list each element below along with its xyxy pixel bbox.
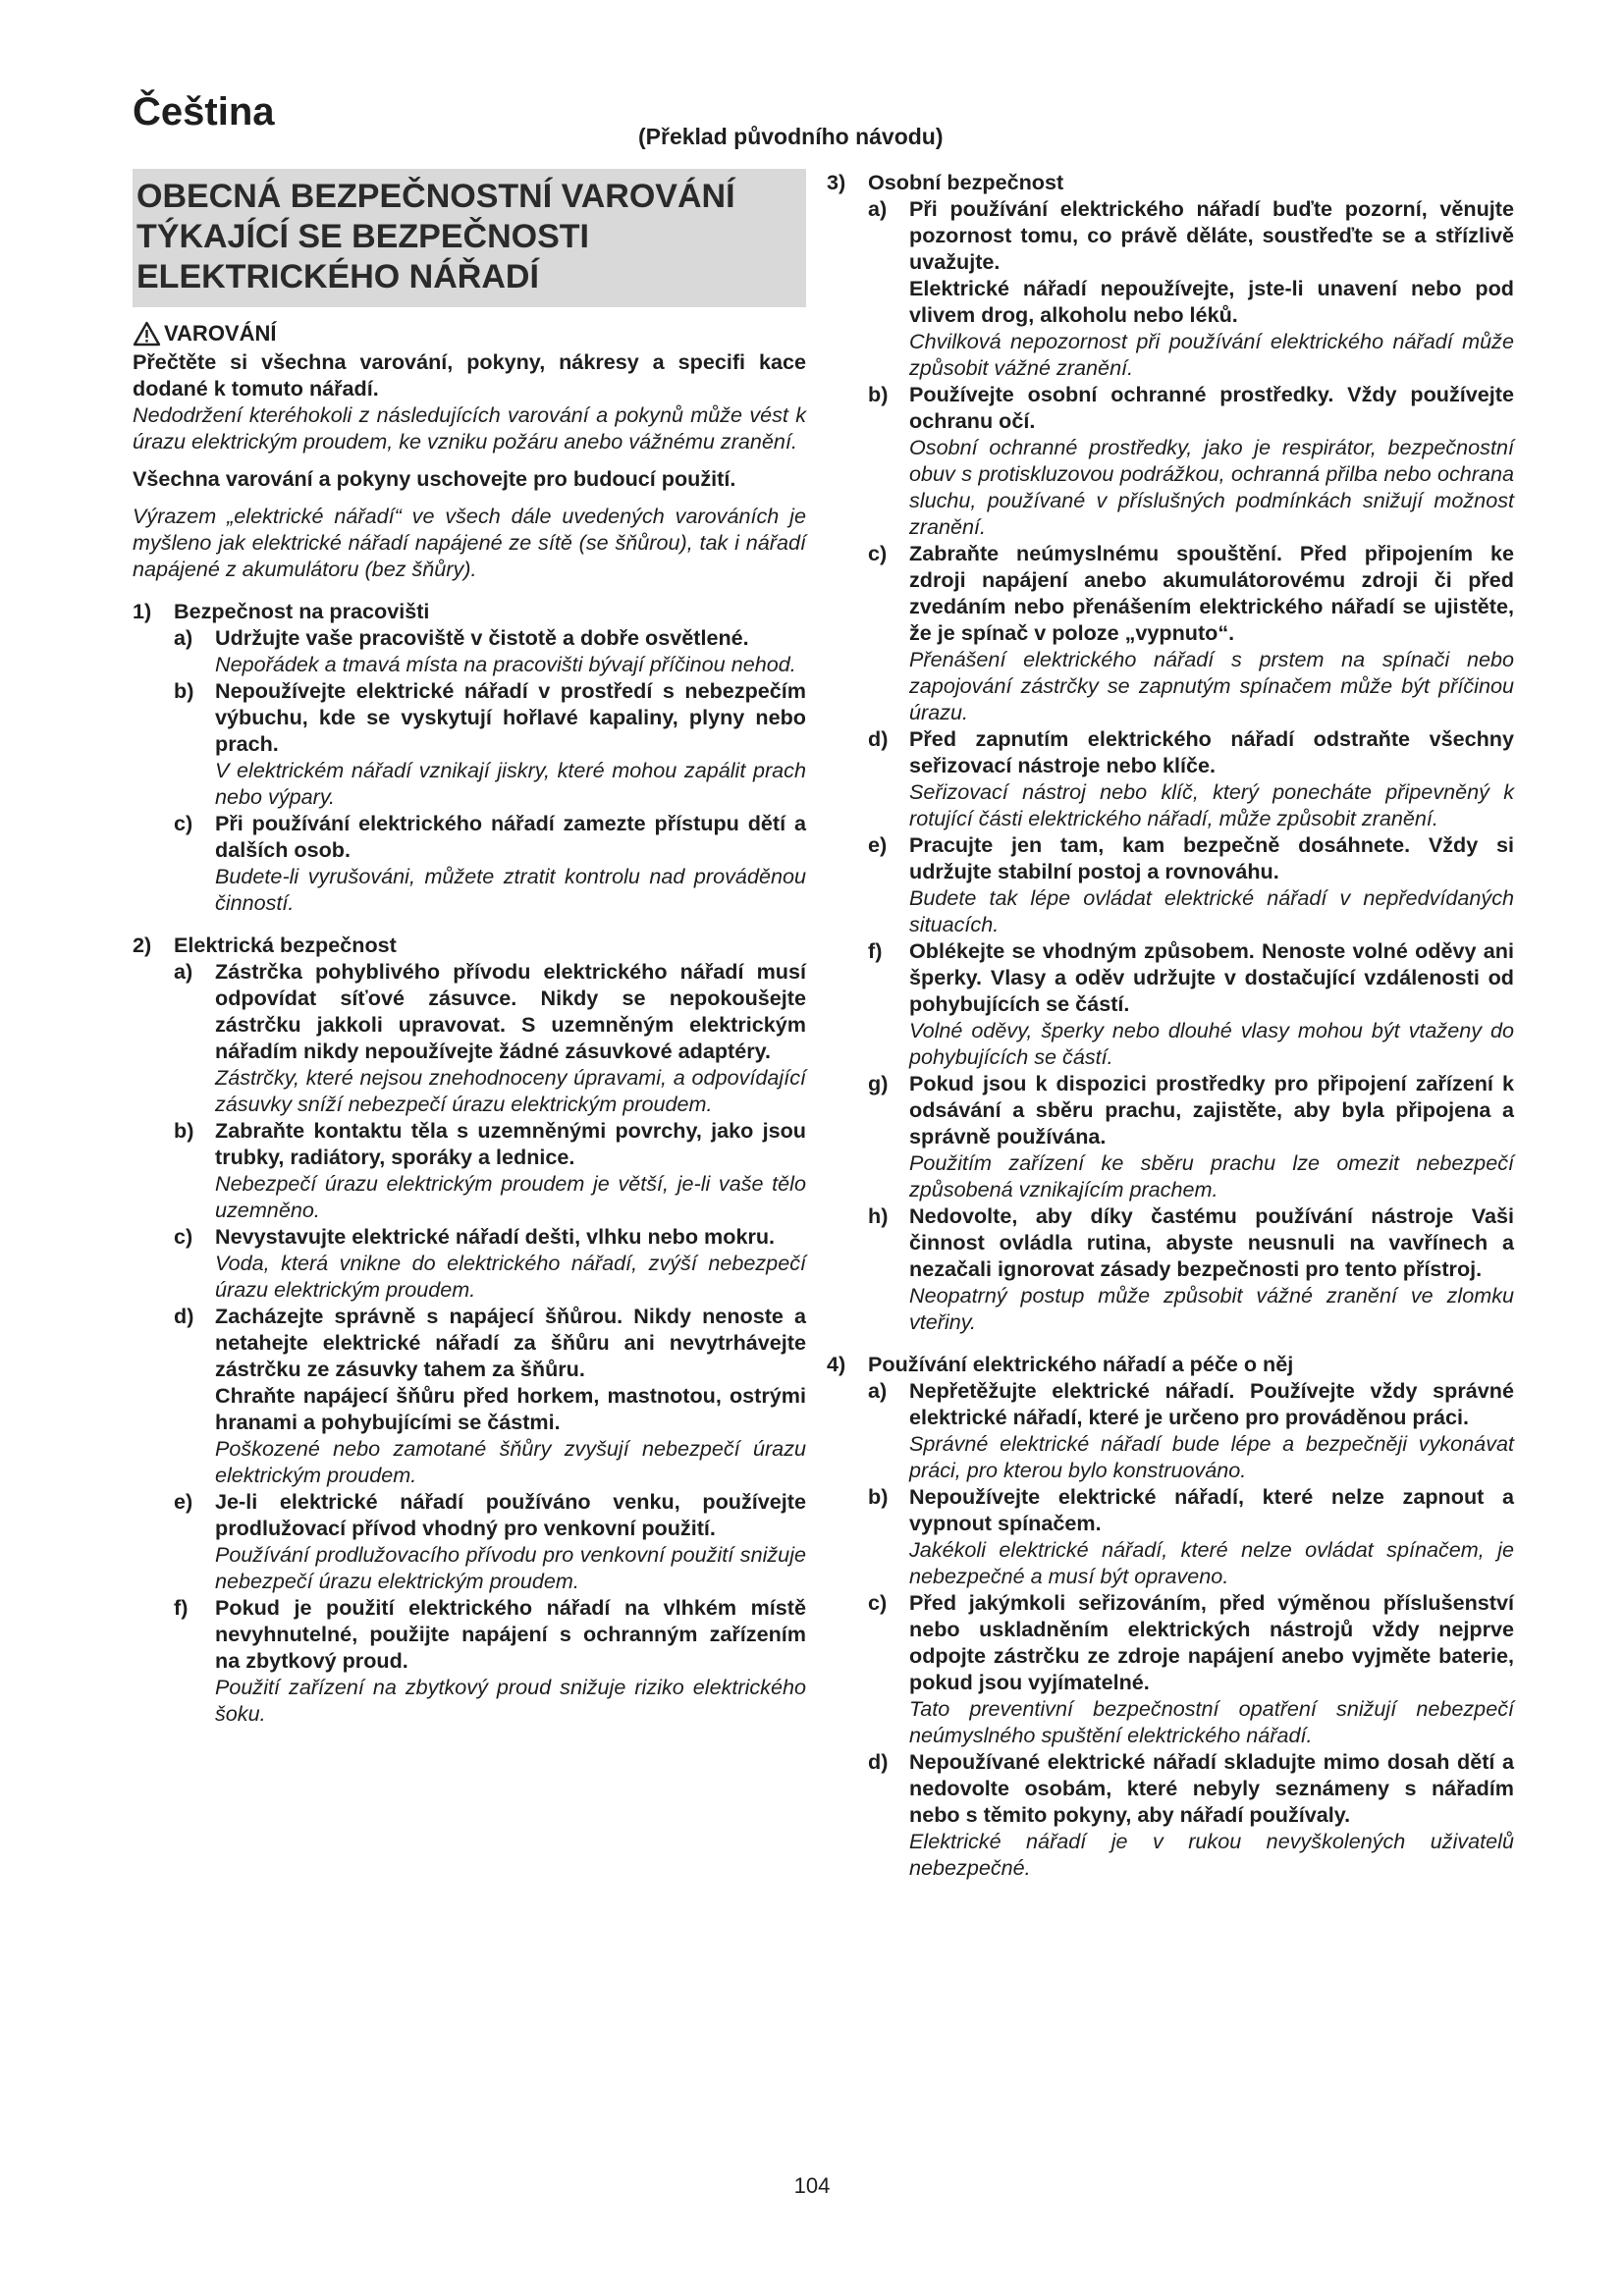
- general-safety-title-box: [133, 169, 806, 307]
- item-letter: e): [174, 1489, 193, 1514]
- item-instruction: Nedovolte, aby díky častému používání nástroje Vaši činnost ovládla rutina, abyste neusnuli na vavřínech a nezačali ignorovat zásady bezpečnosti pro tento přístroj.: [909, 1203, 1514, 1281]
- item-explanation: Volné oděvy, šperky nebo dlouhé vlasy mohou být vtaženy do pohybujících se částí.: [909, 1018, 1514, 1069]
- warning-heading: [133, 320, 806, 347]
- item-explanation: Použití zařízení na zbytkový proud snižuje riziko elektrického šoku.: [215, 1675, 806, 1726]
- safety-item: [174, 1594, 806, 1727]
- item-explanation: Používání prodlužovacího přívodu pro venkovní použití snižuje nebezpečí úrazu elektrickým proudem.: [215, 1542, 806, 1593]
- item-letter: c): [868, 541, 888, 565]
- safety-item: [868, 540, 1514, 725]
- safety-item: [174, 624, 806, 677]
- left-column: [133, 169, 806, 1727]
- section-tool-use-and-care: [827, 1351, 1514, 1881]
- item-letter: a): [868, 1378, 888, 1403]
- item-instruction: Je-li elektrické nářadí používáno venku, používejte prodlužovací přívod vhodný pro venkovní použití.: [215, 1489, 806, 1540]
- item-explanation: Nebezpečí úrazu elektrickým proudem je větší, je-li vaše tělo uzemněno.: [215, 1171, 806, 1222]
- item-instruction: Udržujte vaše pracoviště v čistotě a dobře osvětlené.: [215, 625, 749, 650]
- item-explanation: Chvilková nepozornost při používání elektrického nářadí může způsobit vážné zranění.: [909, 329, 1514, 380]
- item-instruction: Při používání elektrického nářadí buďte pozorní, věnujte pozornost tomu, co právě děláte, soustřeďte se a střízlivě uvažujte.: [909, 196, 1514, 274]
- item-explanation: Budete-li vyrušováni, můžete ztratit kontrolu nad prováděnou činností.: [215, 864, 806, 915]
- item-explanation: Zástrčky, které nejsou znehodnoceny úpravami, a odpovídající zásuvky sníží nebezpečí úrazu elektrickým proudem.: [215, 1065, 806, 1116]
- safety-item: [174, 1117, 806, 1223]
- item-instruction: Zacházejte správně s napájecí šňůrou. Nikdy nenoste a netahejte elektrické nářadí za šňůru ani nevytrhávejte zástrčku ze zásuvky tahem za šňůru.: [215, 1304, 806, 1381]
- item-letter: b): [174, 678, 194, 703]
- item-instruction: Před jakýmkoli seřizováním, před výměnou příslušenství nebo uskladněním elektrických nástrojů vždy nejprve odpojte zástrčku ze zdroje napájení anebo vyjměte baterie, pokud jsou vyjímatelné.: [909, 1590, 1514, 1694]
- item-instruction: Nepoužívejte elektrické nářadí v prostředí s nebezpečím výbuchu, kde se vyskytují hořlavé kapaliny, plyny nebo prach.: [215, 678, 806, 756]
- item-instruction: Nepřetěžujte elektrické nářadí. Používejte vždy správné elektrické nářadí, které je určeno pro prováděnou práci.: [909, 1378, 1514, 1429]
- item-letter: a): [868, 196, 888, 221]
- item-letter: a): [174, 959, 193, 984]
- title-line: TÝKAJÍCÍ SE BEZPEČNOSTI: [136, 218, 589, 255]
- safety-item: [174, 1303, 806, 1488]
- item-explanation: V elektrickém nářadí vznikají jiskry, které mohou zapálit prach nebo výpary.: [215, 758, 806, 809]
- title-line: ELEKTRICKÉHO NÁŘADÍ: [136, 258, 539, 295]
- item-explanation: Použitím zařízení ke sběru prachu lze omezit nebezpečí způsobená vznikajícím prachem.: [909, 1150, 1514, 1201]
- section-title: Používání elektrického nářadí a péče o něj: [868, 1352, 1294, 1376]
- safety-item: [174, 677, 806, 810]
- warning-label: VAROVÁNÍ: [164, 321, 277, 346]
- item-instruction: Nepoužívejte elektrické nářadí, které nelze zapnout a vypnout spínačem.: [909, 1484, 1514, 1535]
- section-personal-safety: [827, 169, 1514, 1335]
- item-letter: g): [868, 1071, 889, 1095]
- item-letter: c): [174, 811, 193, 835]
- item-instruction: Zabraňte kontaktu těla s uzemněnými povrchy, jako jsou trubky, radiátory, sporáky a lednice.: [215, 1118, 806, 1169]
- keep-instructions-note: Všechna varování a pokyny uschovejte pro budoucí použití.: [133, 466, 736, 491]
- safety-item: [868, 381, 1514, 540]
- warning-intro: Přečtěte si všechna varování, pokyny, nákresy a specifi kace dodané k tomuto nářadí.: [133, 349, 806, 400]
- item-instruction: Oblékejte se vhodným způsobem. Nenoste volné oděvy ani šperky. Vlasy a oděv udržujte v dostačující vzdálenosti od pohybujících se částí.: [909, 938, 1514, 1016]
- warning-consequence: Nedodržení kteréhokoli z následujících varování a pokynů může vést k úrazu elektrickým proudem, ke vzniku požáru anebo vážnému zranění.: [133, 402, 806, 454]
- item-explanation: Jakékoli elektrické nářadí, které nelze ovládat spínačem, je nebezpečné a musí být opraveno.: [909, 1537, 1514, 1588]
- item-instruction-extra: Chraňte napájecí šňůru před horkem, mastnotou, ostrými hranami a pohybujícími se částmi.: [215, 1383, 806, 1434]
- safety-item: [868, 195, 1514, 381]
- item-letter: h): [868, 1203, 889, 1228]
- warning-triangle-icon: [133, 321, 161, 347]
- item-letter: c): [868, 1590, 888, 1615]
- translation-note: (Překlad původního návodu): [638, 124, 944, 149]
- safety-item: [868, 1748, 1514, 1881]
- section-electrical-safety: [133, 932, 806, 1727]
- item-letter: f): [174, 1595, 189, 1620]
- safety-item: [868, 1483, 1514, 1589]
- item-letter: e): [868, 832, 888, 857]
- section-number: 4): [827, 1352, 846, 1376]
- item-instruction: Při používání elektrického nářadí zamezte přístupu dětí a dalších osob.: [215, 811, 806, 862]
- safety-item: [174, 1488, 806, 1594]
- item-instruction: Nevystavujte elektrické nářadí dešti, vlhku nebo mokru.: [215, 1224, 776, 1249]
- item-instruction: Pracujte jen tam, kam bezpečně dosáhnete. Vždy si udržujte stabilní postoj a rovnováhu.: [909, 832, 1514, 883]
- safety-item: [868, 1377, 1514, 1483]
- safety-item: [868, 1070, 1514, 1202]
- section-title: Osobní bezpečnost: [868, 170, 1064, 194]
- item-explanation: Seřizovací nástroj nebo klíč, který ponecháte připevněný k rotující části elektrického nářadí, může způsobit zranění.: [909, 779, 1514, 830]
- item-explanation: Poškozené nebo zamotané šňůry zvyšují nebezpečí úrazu elektrickým proudem.: [215, 1436, 806, 1487]
- item-explanation: Neopatrný postup může způsobit vážné zranění ve zlomku vteřiny.: [909, 1283, 1514, 1334]
- item-letter: b): [174, 1118, 194, 1143]
- safety-item: [174, 810, 806, 916]
- item-letter: c): [174, 1224, 193, 1249]
- item-instruction: Před zapnutím elektrického nářadí odstraňte všechny seřizovací nástroje nebo klíče.: [909, 726, 1514, 777]
- section-heading: [827, 169, 1514, 195]
- right-column: [827, 169, 1514, 1881]
- item-instruction: Pokud je použití elektrického nářadí na vlhkém místě nevyhnutelné, použijte napájení s ochranným zařízením na zbytkový proud.: [215, 1595, 806, 1673]
- section-work-area: [133, 598, 806, 916]
- item-explanation: Správné elektrické nářadí bude lépe a bezpečněji vykonávat práci, pro kterou bylo konstruováno.: [909, 1431, 1514, 1482]
- section-title: Bezpečnost na pracovišti: [174, 599, 430, 623]
- safety-item: [174, 958, 806, 1117]
- item-instruction: Zástrčka pohyblivého přívodu elektrického nářadí musí odpovídat síťové zásuvce. Nikdy se nepokoušejte zástrčku jakkoli upravovat. S uzemněným elektrickým nářadím nikdy nepoužívejte žádné zásuvkové adaptéry.: [215, 959, 806, 1063]
- item-explanation: Tato preventivní bezpečnostní opatření snižují nebezpečí neúmyslného spuštění elektrického nářadí.: [909, 1696, 1514, 1747]
- item-letter: b): [868, 1484, 889, 1509]
- item-explanation: Voda, která vnikne do elektrického nářadí, zvýší nebezpečí úrazu elektrickým proudem.: [215, 1251, 806, 1302]
- item-instruction: Používejte osobní ochranné prostředky. Vždy používejte ochranu očí.: [909, 382, 1514, 433]
- item-explanation: Elektrické nářadí je v rukou nevyškolených uživatelů nebezpečné.: [909, 1829, 1514, 1880]
- safety-item: [868, 937, 1514, 1070]
- item-explanation: Budete tak lépe ovládat elektrické nářadí v nepředvídaných situacích.: [909, 885, 1514, 936]
- section-heading: [827, 1351, 1514, 1377]
- safety-item: [868, 725, 1514, 831]
- item-instruction: Pokud jsou k dispozici prostředky pro připojení zařízení k odsávání a sběru prachu, zajistěte, aby byla připojena a správně používána.: [909, 1071, 1514, 1148]
- section-number: 1): [133, 599, 152, 623]
- safety-item: [868, 1202, 1514, 1335]
- item-instruction: Nepoužívané elektrické nářadí skladujte mimo dosah dětí a nedovolte osobám, které nebyly seznámeny s nářadím nebo s těmito pokyny, aby nářadí používaly.: [909, 1749, 1514, 1827]
- item-letter: b): [868, 382, 889, 406]
- section-heading: [133, 598, 806, 624]
- section-title: Elektrická bezpečnost: [174, 933, 397, 957]
- safety-item: [174, 1223, 806, 1303]
- item-letter: d): [174, 1304, 194, 1328]
- section-number: 2): [133, 933, 152, 957]
- title-line: OBECNÁ BEZPEČNOSTNÍ VAROVÁNÍ: [136, 178, 735, 215]
- item-explanation: Nepořádek a tmavá místa na pracovišti bývají příčinou nehod.: [215, 652, 796, 676]
- power-tool-definition: Výrazem „elektrické nářadí“ ve všech dále uvedených varováních je myšleno jak elektrické nářadí napájené ze sítě (se šňůrou), tak i nářadí napájené z akumulátoru (bez šňůry).: [133, 504, 806, 581]
- section-number: 3): [827, 170, 846, 194]
- item-letter: f): [868, 938, 883, 963]
- language-heading: Čeština: [133, 90, 275, 133]
- item-letter: d): [868, 726, 889, 751]
- section-heading: [133, 932, 806, 958]
- item-instruction: Zabraňte neúmyslnému spouštění. Před připojením ke zdroji napájení anebo akumulátorovému zdroji či před zvedáním nebo přenášením elektrického nářadí se ujistěte, že je spínač v poloze „vypnuto“.: [909, 541, 1514, 645]
- safety-item: [868, 831, 1514, 937]
- item-explanation: Přenášení elektrického nářadí s prstem na spínači nebo zapojování zástrčky se zapnutým spínačem může být příčinou úrazu.: [909, 647, 1514, 724]
- item-instruction-extra: Elektrické nářadí nepoužívejte, jste-li unavení nebo pod vlivem drog, alkoholu nebo léků.: [909, 276, 1514, 327]
- item-explanation: Osobní ochranné prostředky, jako je respirátor, bezpečnostní obuv s protiskluzovou podrážkou, ochranná přilba nebo ochrana sluchu, používané v příslušných podmínkách snižují možnost zranění.: [909, 435, 1514, 539]
- item-letter: d): [868, 1749, 889, 1774]
- page-number: 104: [793, 2173, 831, 2198]
- item-letter: a): [174, 625, 193, 650]
- safety-item: [868, 1589, 1514, 1748]
